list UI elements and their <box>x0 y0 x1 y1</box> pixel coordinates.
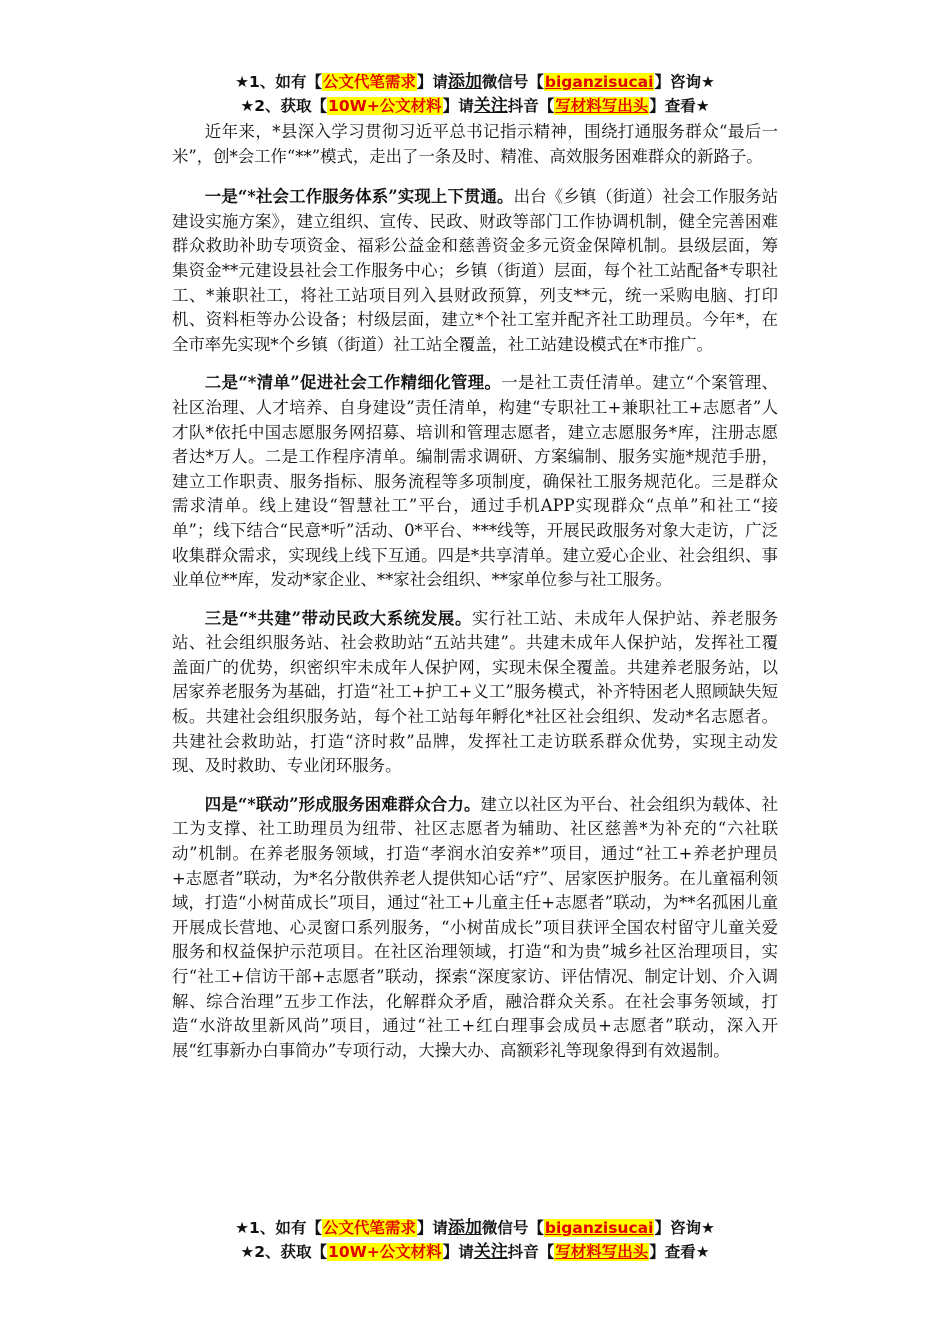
section-text: 实行社工站、未成年人保护站、养老服务站、社会组织服务站、社会救助站“五站共建”。共建未成年人保护站，发挥社工覆盖面广的优势，织密织牢未成年人保护网，实现未保全覆盖。共建养老服务站，以居家养老服务为基础，打造“社工+护工+义工”服务模式，补齐特困老人照顾缺失短板。共建社会组织服务站，每个社工站每年孵化*社区社会组织、发动*名志愿者。共建社会救助站，打造“济时救”品牌，发挥社工走访联系群众优势，实现主动发现、及时救助、专业闭环服务。 <box>172 608 779 776</box>
banner-suffix: 】查看★ <box>649 97 710 115</box>
banner-emphasis: 添加 <box>447 1218 482 1238</box>
banner-text: 】请 <box>442 1243 474 1261</box>
section-paragraph-2 <box>172 371 778 592</box>
intro-paragraph: 近年来，*县深入学习贯彻习近平总书记指示精神，围绕打通服务群众“最后一米”，创*会工作“**”模式，走出了一条及时、精准、高效服务困难群众的新路子。 <box>172 122 778 166</box>
banner-suffix: 】咨询★ <box>654 1219 715 1237</box>
highlight-wechat-id: biganzisucai <box>544 1219 654 1237</box>
highlight-douyin-account: 写材料写出头 <box>555 97 649 115</box>
banner-text: 微信号【 <box>481 73 544 91</box>
footer-banner-line-2 <box>150 1240 800 1264</box>
section-text: 出台《乡镇（街道）社会工作服务站建设实施方案》，建立组织、宣传、民政、财政等部门工作协调机制，健全完善困难群众救助补助专项资金、福彩公益金和慈善资金多元资金保障机制。县级层面，筹集资金**元建设县社会工作服务中心；乡镇（街道）层面，每个社工站配备*专职社工、*兼职社工，将社工站项目列入县财政预算，列支**元，统一采购电脑、打印机、资料柜等办公设备；村级层面，建立*个社工室并配齐社工助理员。今年*，在全市率先实现*个乡镇（街道）社工站全覆盖，社工站建设模式在*市推广。 <box>172 187 778 354</box>
banner-text: 抖音【 <box>507 97 555 115</box>
highlight-materials: 10W+公文材料 <box>328 97 442 115</box>
banner-suffix: 】咨询★ <box>654 73 715 91</box>
header-banner-line-2 <box>150 94 800 118</box>
banner-suffix: 】查看★ <box>649 1243 710 1261</box>
section-text: 建立以社区为平台、社会组织为载体、社工为支撑、社工助理员为纽带、社区志愿者为辅助、社区慈善*为补充的“六社联动”机制。在养老服务领域，打造“孝润水泊安养*”项目，通过“社工+养老护理员+志愿者”联动，为*名分散供养老人提供知心话“疗”、居家医护服务。在儿童福利领域，打造“小树苗成长”项目，通过“社工+儿童主任+志愿者”联动，为**名孤困儿童开展成长营地、心灵窗口系列服务，“小树苗成长”项目获评全国农村留守儿童关爱服务和权益保护示范项目。在社区治理领域，打造“和为贵”城乡社区治理项目，实行“社工+信访干部+志愿者”联动，探索“深度家访、评估情况、制定计划、介入调解、综合治理”五步工作法，化解群众矛盾，融洽群众关系。在社会事务领域，打造“水浒故里新风尚”项目，通过“社工+红白理事会成员+志愿者”联动，深入开展“红事新办白事简办”专项行动，大操大办、高额彩礼等现象得到有效遏制。 <box>172 794 778 1060</box>
highlight-materials: 10W+公文材料 <box>328 1243 442 1261</box>
header-banner-line-1 <box>150 70 800 94</box>
banner-emphasis: 添加 <box>447 72 482 92</box>
banner-prefix: ★2、获取【 <box>240 97 328 115</box>
banner-emphasis: 关注 <box>473 96 508 116</box>
section-paragraph-1 <box>172 185 778 357</box>
banner-text: 】请 <box>442 97 474 115</box>
highlight-douyin-account: 写材料写出头 <box>555 1243 649 1261</box>
highlight-wechat-id: biganzisucai <box>544 73 654 91</box>
section-heading: 三是“*共建”带动民政大系统发展。 <box>204 608 473 628</box>
banner-text: 】请 <box>416 1219 448 1237</box>
section-text: 一是社工责任清单。建立“个案管理、社区治理、人才培养、自身建设”责任清单，构建“专职社工+兼职社工+志愿者”人才队*依托中国志愿服务网招募、培训和管理志愿者，建立志愿服务*库，注册志愿者达*万人。二是工作程序清单。编制需求调研、方案编制、服务实施*规范手册，建立工作职责、服务指标、服务流程等多项制度，确保社工服务规范化。三是群众需求清单。线上建设“智慧社工”平台，通过手机APP实现群众“点单”和社工“接单”；线下结合“民意*听”活动、0*平台、***线等，开展民政服务对象大走访，广泛收集群众需求，实现线上线下互通。四是*共享清单。建立爱心企业、社会组织、事业单位**库，发动*家企业、**家社会组织、**家单位参与社工服务。 <box>172 373 778 590</box>
banner-text: 抖音【 <box>507 1243 555 1261</box>
banner-prefix: ★2、获取【 <box>240 1243 328 1261</box>
banner-emphasis: 关注 <box>473 1242 508 1262</box>
section-heading: 一是“*社会工作服务体系”实现上下贯通。 <box>204 187 514 207</box>
section-paragraph-4 <box>172 793 778 1064</box>
highlight-ghostwriting: 公文代笔需求 <box>322 73 416 91</box>
banner-prefix: ★1、如有【 <box>235 1219 322 1237</box>
highlight-ghostwriting: 公文代笔需求 <box>322 1219 416 1237</box>
banner-text: 】请 <box>416 73 448 91</box>
banner-text: 微信号【 <box>481 1219 544 1237</box>
article-body <box>172 120 778 1077</box>
banner-prefix: ★1、如有【 <box>235 73 322 91</box>
section-paragraph-3 <box>172 607 778 779</box>
section-heading: 二是“*清单”促进社会工作精细化管理。 <box>204 373 502 393</box>
footer-banner-line-1 <box>150 1216 800 1240</box>
section-heading: 四是“*联动”形成服务困难群众合力。 <box>204 794 481 814</box>
